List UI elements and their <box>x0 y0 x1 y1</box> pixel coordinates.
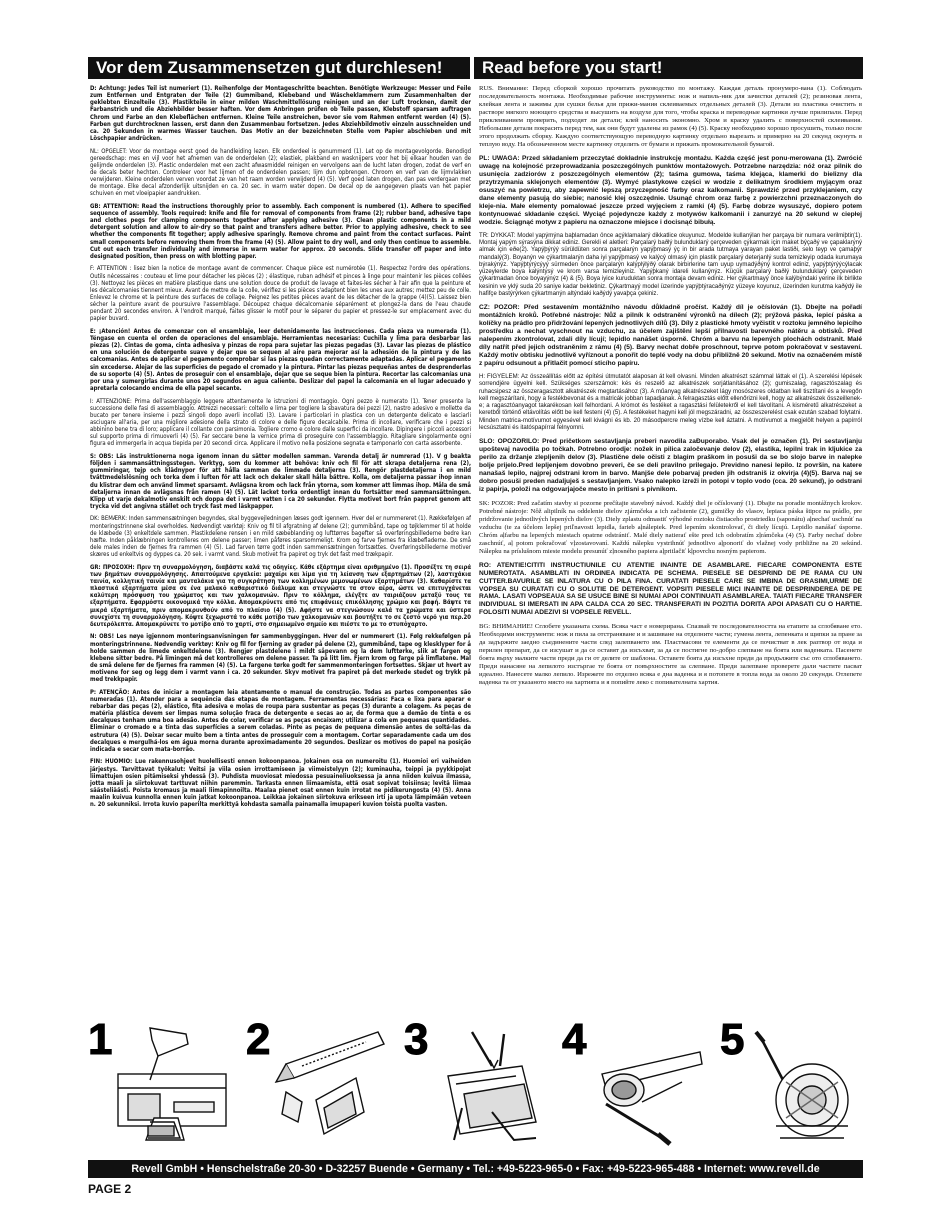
instruction-paragraph-tr: TR: DYKKAT: Model yapýmýna baþlamadan önce açýklamalarý dikkatlice okuyunuz. Modelde kullanýlan her parçaya bir numara verilmiþtir(1). Montaj yapým sýrasýna dikkat ediniz. Gerekli el aletleri: Parçalarý baðlý bulunduklarý çerçeveden çýkarmak için maket býçaðý ve çapaklarýný almak için eðe(2). Yapýþýrýý sürüldüten sonra parçalarýn yapýþmasý ýç in bir arada tutmaya yarayan paket lastiði, selo teyp ve çamaþýr mandalý(3). Boyanýn ve çýkartmalarýn daha iyi yapýþmasý ve kalýcý olmasý için plastik parçalarý deterjanlý suda temizleyip odada kurumaya býrakýnýz. Yapýþtýrýcýyý sürmeden önce parçalarýn kalýplýlýðý olarak birbirlerine tam uyup uymadýðýný kontrol ediniz, yapýþtýrýýcýlacak yüzeylerde boya kalýntýsý ve krom varsa temizleyiniz. Yapýþkaný idareli kullanýnýz. Küçük parçalarý baðlý bulunduklarý çerçeveden çýkartmadan önce boyayýnýz (4) & (5). Boya iyice kuruduktan sonra montaja devam ediniz. Her çýkartmayý önce kalýbýndaki yerine ilk birlikte kesinin ve yklý suda 20 saniye kadar bekletiniz. Çýkartmayý model üzerinde yapýþtýracaðýnýz yüzeye koyunuz, üzerinden kurutma kaðýdý ile hafifçe bastýrýrken çýkartmanýn altýndaki kaðýdý yavaþça çekiniz. <box>479 232 862 297</box>
step-number: 2 <box>246 1015 271 1064</box>
instructions-right-column <box>479 85 862 915</box>
step-number: 3 <box>404 1015 429 1064</box>
instruction-paragraph-h: H: FIGYELEM: Az összeállítás előtt az építési útmutatót alaposan át kell olvasni. Minden alkatrészt számmal láttak el (1). A szerelési lépések sorrendjére ügyelni kell. Szükséges szerszámok: kés és reszelő az alkatrészek sorjátlanításához (2); gumiszalag, ragasztószalag és ruhacsipesz az összeragasztott alkatrészek megtartásához (3). A műanyag alkatrészeket lágy mosószeres oldatban kell tisztítani és a levegőn kell megszárítani, hogy a festékbevonat és a matricák jobban tapadjanak. A felragasztás előtt ellenőrizni kell, hogy az alkatrészek összeillenek-e; a ragasztóanyagot takarékosan kell felhordani. A krómot és festéket a ragasztási felületekről el kell távolítani. A kisméretű alkatrészeket a keretből történő eltávolítás előtt be kell festeni (4) (5). A festékeket hagyni kell jól megszáradni, az összeszerelést csak ezután szabad folytatni. Minden matrica-motívumot egyesével kell kivágni és kb. 20 másodpercre meleg vízbe kell áztatni. A motívumot a megjelölt helyen a papírról lecsúsztatni és itatóspapírral felnyomni. <box>479 374 862 431</box>
step-5 <box>720 1015 860 1150</box>
step-number: 5 <box>720 1015 745 1064</box>
instruction-paragraph-gb: GB: ATTENTION: Read the instructions thoroughly prior to assembly. Each component is numbered (1). Adhere to specified sequence of assembly. Tools required: knife and file for removal of components from frame (2); rubber band, adhesive tape and clothes pegs for clamping components together after applying adhesive (3). Clean plastic components in a mild detergent solution and allow to air-dry so that paint and transfers adhere better. Prior to applying adhesive, check to see whether the components fit together; apply adhesive sparingly. Remove chrome and paint from the contact surfaces. Paint small components before removing them from the frame (4) (5). Allow paint to dry well, and only then continue to assemble. Cut out each transfer individually and immerse in warm water for approx. 20 seconds. Slide transfer off paper and into designated position, then press on with blotting paper. <box>90 202 471 260</box>
instruction-paragraph-s: S: OBS: Läs instruktionerna noga igenom innan du sätter modellen samman. Varenda detalj är numrerad (1). V g beakta följden i sammansättningsstegen. Verktyg, som du kommer att behöva: kniv och fil för att skrapa detaljerna rena (2), gummiringar, tejp och klädnypor för att hålla samman de limmade detaljerna (3). Rengör plastdetaljerna i en mild tvättmedelslösning och torka dem i luften för att lack och dekaler skall hålla bättre. Kolla, om detaljerna passar ihop innan du klistrar dem och använd limmet sparsamt. Avlägsna krom och lack från ytorna, som kommer att limmas ihop. Måla de små detaljerna innan de avlägsnas från ramen (4) (5). Lät lacket torka ordentligt innan du fortsätter med sammansättningen. Klipp ut varje dekalmotiv enskilt och doppa det i varmt vatten i ca 20 sekunder. Flytta motivet bort från pappret genom att trycka vid det angivna stället och tryck fast med läskpapper. <box>90 452 471 510</box>
company-contact-footer: Revell GmbH • Henschelstraße 20-30 • D-32257 Buende • Germany • Tel.: +49-5223-965-0 • Fax: +49-5223-965-488 • Internet: www.revell.de <box>88 1160 863 1178</box>
instruction-paragraph-fin: FIN: HUOMIO: Lue rakennusohjeet huolellisesti ennen kokoonpanoa. Jokainen osa on numeroitu (1). Huomioi eri vaiheiden järjestys. Tarvittavat työkalut: Veitsi ja viila osien irrottamiseen ja viimeistelyyn (2); kuminauha, teippi ja pyykkipojat liimattujen osien pitämiseksi yhdessä (3). Puhdista muoviosat miedossa pesuaineliuoksessa ja anna niiden kuivua ilmassa, jotta maali ja siirtokuvat tarttuvat niihin paremmin. Tarkasta ennen liimaamista, että osat sopivat toisiinsa; levitä liimaa säästeliäästi. Poista kromaus ja maali liimapinnoilta. Maalaa pienet osat ennen kuin irrotat ne pidikerungosta (4) (5). Anna maalin kuivua kunnolla ennen kuin jatkat kokoonpanoa. Leikkaa jokainen siirtokuva erikseen irti ja upota lämpimään veteen n. 20 sekunniksi. Irrota kuvio paperilta merkittyä kohdasta samalla painamalla imupaperi kuvion toista puolta vasten. <box>90 758 471 809</box>
step-3 <box>404 1015 544 1150</box>
step-4 <box>562 1015 702 1150</box>
decal-application-icon <box>720 1022 870 1150</box>
step-number: 4 <box>562 1015 587 1064</box>
header-title-german: Vor dem Zusammensetzen gut durchlesen! <box>88 57 470 79</box>
instructions-left-column <box>90 85 471 911</box>
instruction-paragraph-dk: DK: BEMÆRK: Inden sammensætningen begyndes, skal byggevejledningen læses godt igennem. Hver del er nummereret (1). Rækkefølgen af monteringstrinnene skal overholdes. Nødvendigt værktøj: Kniv og fil til afgratning af delene (2); gummibånd, tape og tøjklemmer til at holde de klæbede (3) enkeltdele sammen. Plastikdelene rensen i en mild sæbeblanding og lufttørres bagefter så overføringsbillederne bedre kan hæfte. Inden påklæbningen kontrolleres om delene passer; limen påføres sparsommeligt. Krom og farve fjernes fra klæbefladerne. De små dele males inden de fjernes fra rammen (4) (5). Lad farven tørre godt inden sammensætningen fortsættes. Overføringsbillederne motiver skæres ud enkeltvis og dyppes ca. 20 sek. i varmt vand. Skub motivet fra papiret og tryk det fast med trækpapir. <box>90 515 471 559</box>
assembly-steps <box>88 1015 864 1152</box>
instruction-paragraph-e: E: ¡Atención! Antes de comenzar con el ensamblaje, leer detenidamente las instrucciones. Cada pieza va numerada (1). Téngase en cuenta el orden de operaciones del ensamblaje. Herramientas necesarias: Cuchilla y lima para desbarbar las piezas (2). Cintas de goma, cinta adhesiva y pinzas de ropa para sujetar las piezas pegadas (3). Lavar las piezas de plástico en una solución de detergente suave y dejar que se sequen al aire para mejorar así la adhesión de la pintura y de las calcomanías. Antes de aplicar el pegamento comprobar si las piezas quedan correctamente adaptadas. Aplicar el pegamento sin excederse. Alejar de las superficies de pegado el cromado y la pintura. Pintar las piezas pequeñas antes de desprenderlas de su soporte (4) (5). Antes de proseguir con el ensamblaje, dejar que se seque bien la pintura. Recortar las calcomanías una por una y sumergirlas durante unos 20 segundos en agua caliente. Deslizar del papel la calcomanía en el lugar adecuado y apretarla colocando encima de ella papel secante. <box>90 327 471 393</box>
instruction-paragraph-ro: RO: ATENTIE!CITITI INSTRUCTIUNILE CU ATENTIE INAINTE DE ASAMBLARE. FIECARE COMPONENTA ESTE NUMEROTATA. ASAMBLATI IN ORDINEA INDICATA PE SCHEMA. PIESELE SE DESPRIND DE PE RAMA CU UN CUTTER.BAVURILE SE INLATURA CU O PILA FINA. CURATATI PIESELE CARE SE IMBINA DE GRASIMI,URME DE VOPSEA SU CURATATI CU O SOLUTIE DE DETERGENT. VOPSITI PIESELE MICI INAINTE DE DESPRINDEREA DE PE RAMA. LASATI VOPSEAUA SA SE USUCE BINE SI NUMAI APOI CONTINUATI ASAMBLAREA. TAIATI FIECARE TRANSFER INDIVIDUAL SI IMERSATI IN APA CALDA CCA 20 SEC. TRANSFERATI IN POZITIA DORITA APOI APASATI CU O HARTIE. FOLOSITI NUMAI ADEZIVI SI VOPSELE REVELL. <box>479 562 862 616</box>
clamped-glued-parts-icon <box>404 1022 554 1150</box>
instruction-paragraph-cz: CZ: POZOR: Před sestavením montážního návodu důkladně pročíst. Každý díl je očíslován (1). Dbejte na pořadí montážních kroků. Potřebné nástroje: Nůž a pilník k odstranění výronků na dílech (2); prýžová páska, lepicí páska a kolíčky na prádlo pro přidržování lepených jednotlivých dílů (3). Díly z plastické hmoty vyčistit v roztoku jemného lepicího prostředku a nechat vyschnout na vzduchu, za účelem zajištění lepší přilnavosti barevného nátěru a obtisků. Před nalepením zkontrolovat, zdali díly lícují; lepidlo nanášet úsporně. Chróm a barvu na lepených plochách odstranit. Malé díly natřít před jejich odstraněním z rámu (4) (5). Barvy nechat dobře proschnout, teprve potom pokračovat v sestavení. Každý motiv obtisku jednotlivě vyříznout a ponořit do teplé vody na dobu přibližně 20 sekund. Motiv na označeném místě z papíru odsunout a přitlačit pomocí sticího papíru. <box>479 304 862 368</box>
step-2 <box>246 1015 386 1150</box>
step-number: 1 <box>88 1015 113 1064</box>
instruction-paragraph-pl: PL: UWAGA: Przed składaniem przeczytać dokładnie instrukcję montażu. Każda część jest ponu-merowana (1). Zwrócić uwagę na kolejność przeprowadzania poszczególnych punktów montażowych. Potrzebne narzędzia: nóż oraz pilnik do usunięcia zadziorów z poszczególnych elementów (2); taśma gumowa, taśma klejąca, klamerki do bielizny dla przytrzymania sklejonych elementów (3). Wymyć plastykowe części w wodzie z delikatnym środkiem myjącym oraz osuszyć na powietrzu, aby zapewnić lepszą przyczepność farby oraz kalkomanii. Sprawdzić przed przyklejaniem, czy dane elementy pasują do siebie; nanosić klej oszczędnie. Usunąć chrom oraz farbę z powierzchni przeznaczonych do kleje-nia. Małe elementy pomalować jeszcze przed wyjęciem z ramki (4) (5). Farbę dobrze wysuszyć, dopiero potem kontynuować składanie części. Wyciąć pojedyncze każdy z motywów kalkomanii i zanurzyć na 20 sekund w ciepłej wodzie. Ściągnąć motyw z papieru na oznaczone miejsce i docisnąć bibułą. <box>479 154 862 226</box>
step-1 <box>88 1015 228 1150</box>
knife-cutting-part-icon <box>88 1022 228 1150</box>
instruction-paragraph-n: N: OBS! Les nøye igjennom monteringsanvisningen før sammenbyggingen. Hver del er nummerert (1). Følg rekkefølgen på monteringstrinnene. Nødvendig verktøy: Kniv og fil for fjerning av grader på delene (2), gummibånd, tape og klesklyper for å holde sammen de limede enkeltdelene (3). Rengjør plastdelene i mildt såpevann og la dem lufttørke, slik at fargen og klebene sitter bedre. På limingen må det kontrolleres om delene passer. Ta på litt lim. Fjern krom og farge på limflatene. Mal de små delene før de fjernes fra rammen (4) (5). La fargene tørke godt før sammenmonteringen fortsettes. Skjær ut hvert av motivene for seg og legg dem i varmt vann i ca. 20 sekunder. Skyv motivet fra papiret på det merkede stedet og trykk på med trekkpapir. <box>90 633 471 684</box>
instruction-paragraph-slo: SLO: OPOZORILO: Pred pričetkom sestavljanja preberi navodila zaĐuporabo. Vsak del je označen (1). Pri sestavljanju upoštevaj navodila po točkah. Potrebno orodje: nožek in pilica zaločevanje delov (2), elastika, lepilni trak in kljukice za perilo za držanje zlepljenih delov (3). Plastične dele očisti z blagim praškom in posuši da se bo slojo barve in nalepke bolje prijelo.Pred lepljenjem dovobno preveri, če se deli pravilno prilegajo. Previdno nanesi lepilo. Iz površin, na katere nanašaš lepilo, najprej odstrani krom in barvo. Manjše dele pobarvaj preden jih odstraniš iz okvirja (4)(5). Barva naj se dobro posuši preden nadaljuješ s sestavljanjem. Vsako nalepko izreži in potopi v toplo vodo (cca. 20 sekund), jo odstrani iz papirja, položi na odgovarjajoče mesto in pritisni s pivnikom. <box>479 438 862 494</box>
instruction-paragraph-d: D: Achtung: Jedes Teil ist numeriert (1). Reihenfolge der Montageschritte beachten. Benötigte Werkzeuge: Messer und Feile zum Entfernen und Entgraten der Teile (2) Gummiband, Klebeband und Wäscheklammern zum Zusammenhalten der geklebten Einzelteile (3). Plastikteile in einer milden Waschmittellösung reinigen und an der Luft trocknen, damit der Farbanstrich und die Abziehbilder besser haften. Vor dem Anbringen prüfen ob Teile passen, Klebstoff sparsam auftragen Chrom und Farbe an den Klebeflächen entfernen. Kleine Teile anstreichen, bevor sie vom Rahmen entfernt werden (4) (5). Farben gut durchtrocknen lassen, erst dann den Zusammenbau fortsetzen. Jedes Abziehbildmotiv einzeln ausschneiden und ca. 20 Sekunden in warmes Wasser tauchen. Das Motiv an der bezeichneten Stelle vom Papier abschieben und mit Löschpapier andrücken. <box>90 85 471 142</box>
instruction-paragraph-gr: GR: ΠΡΟΣΟΧΗ: Πριν τη συναρμολόγηση, διαβάστε καλά τις οδηγίες. Κάθε εξάρτημα είναι αριθμημένο (1). Προσέξτε τη σειρά των βημάτων συναρμολόγησης. Απαιτούμενα εργαλεία: μαχαίρι και λίμα για τη λείανση των εξαρτημάτων (2), λαστιχάκια ταινία, κολλητική ταινία και μανταλάκια για τη συγκράτηση των κολλημένων μεμονωμένων εξαρτημάτων (3). Καθαρίστε τα πλαστικά εξαρτήματα μέσα σε ένα μαλακό καθαριστικό διάλυμα και στεγνώστε τα στον αέρα, ώστε να επιτυγχάνεται καλύτερη πρόσφυση του χρώματος και των χαλκομανιών. Πριν το κόλλημα, ελέγξτε αν ταιριάζουν μεταξύ τους τα εξαρτήματα. Εφαρμόστε οικονομικά την κόλλα. Απομακρύνετε από τις επιφάνειες επικόλλησης χρώμιο και βαφή. Βάψτε τα μικρά εξαρτήματα, πριν απομακρυνθούν από το πλαίσιο (4) (5). Αφήστε να στεγνώσουν καλά τα χρώματα και ύστερα συνεχίστε τη συναρμολόγηση. Κόψτε ξεχωριστά το κάθε μοτίβο των χαλκομανιών και βουτήξτε το σε ζεστό νερό για περ.20 δευτερόλεπτα. Απομακρύνετε το μοτίβο από το χαρτί, στο σημειωμένο σημείο και πιέστε το με το στυπόχαρτο. <box>90 563 471 628</box>
instruction-paragraph-f: F: ATTENTION : lisez bien la notice de montage avant de commencer. Chaque pièce est numérotée (1). Respectez l'ordre des opérations. Outils nécessaires : couteau et lime pour détacher les pièces (2) ; élastique, ruban adhésif et pinces à linge pour maintenir les pièces collées (3). Nettoyez les pièces en matière plastique dans une solution douce de produit de lavage et faites-les sécher à l'air afin que la peinture et les décalcomanies tiennent mieux. Avant de mettre de la colle, vérifiez si les pièces s'adaptent bien les unes aux autres; mettez peu de colle. Enlevez le chrome et la peinture des surfaces de collage. Peignez les petites pièces avant de les détacher de la grappe (4)(5). Laissez bien sécher la peinture avant de poursuivre l'assemblage. Découpez chaque décalcomanie séparément et plongez-la dans de l'eau chaude pendant 20 secondes environ. À l'endroit marqué, faites glisser le motif pour le séparer du papier et pressez-le sur emplacement avec du papier buvard. <box>90 265 471 323</box>
instruction-paragraph-nl: NL: OPGELET: Voor de montage eerst goed de handleiding lezen. Elk onderdeel is genummerd (1). Let op de montagevolgorde. Benodigd gereedschap: mes en vijl voor het afnemen van de onderdelen (2); elastiek, plakband en wasknijpers voor het bij elkaar houden van de gelijmde onderdelen (3). Plastic onderdelen met een zacht afwasmiddel reinigen en vervolgens aan de lucht laten drogen, zodat de verf en de decals beter hechten. Controleer voor het lijmen of de onderdelen passen; lijm dun opbrengen. Chroom en verf van de lijmvlakken verwijderen. Kleine onderdelen verven voordat ze van het raam worden verwijderd (4) (5). Verf goed laten drogen, dan pas verdergaan met de montage. Elke decal afzonderlijk uitsnijden en ca. 20 sec. in warm water dopen. De decal op de aangegeven plaats van het papier schuiven en met vloeipapier aandrukken. <box>90 147 471 198</box>
instruction-paragraph-p: P: ATENÇÃO: Antes de iniciar a montagem leia atentamente o manual de construção. Todas as partes componentes são numeradas (1). Atender para a sequência das etapas de montagem. Ferramentas necessárias: Faca e lixa para aparar e rebarbar das peças (2), elástico, fita adesiva e molas de roupa para sustentar as peças (3) durante a colagem. As peças de matéria plástica devem ser limpas numa solução fraca de detergente e secas ao ar, de forma que a demão de tinta e os decalques tenham uma boa adesão. Antes de colar, verificar se as peças encaixam; utilizar a cola em pequenas quantidades. Eliminar o cromado e a tinta das superfícies a serem coladas. Pinte as peças de pequena dimensão antes de soltá-las da estrutura (4) (5). Deixar secar muito bem a tinta antes de prosseguir com a montagem. Cortar separadamente cada um dos decalques e mergulhá-los em água morna durante aproximadamente 20 segundos. Deslizar os motivos do papel na posição indicada e secar com mata-borrão. <box>90 688 471 753</box>
instruction-paragraph-sk: SK: POZOR: Pred začatím stavby si pozorne prečítajte stavebný návod. Každý diel je očíslovaný (1). Dbajte na poradie montážnych krokov. Potrebné nástroje: Nôž alipilník na oddelenie dielov zjármčeka a ich začistenie (2), gumičky do vlasov, lepiaca páska štipce na prádlo, pre pridržovanie jednotlivých lepených dielov (3). Diely zplastu odmastiť výhodné roztoku čistiaceho prostriedku (saponátu) aļnechať uschnúť na vzduchu (te za účelom lepšej priľnavosti lepidla, farieb aļnálepiek. Pred lepením skontrolovať, či diely lícujú. Lepidlo nanášať úsporne. Chróm aļfarbu na lepených miestach opatrne odstrániť. Malé diely natierať ešte pred ich odobratím zļrámčeka (4) (5). Farby nechať dobre zaschnúť, aļ potom pokračovať vļzostavovaní. Každú nálepku vystrihnúť jednotlivo aļponoriť do vlažnej vody približne na 20 sekúnd. Nálepku na príslušnom mieste modelu presunúť zļnosného papiera aļpritlačiť kļpovrchu nosným papierom. <box>479 500 862 556</box>
instruction-paragraph-bg: BG: ВНИМАНИЕ! Сглобете указаната схема. Всяка част е номерирана. Спазвай те последователността на етапите за сглобяване ето. Необходими инструменти: нож и пила за отстраняване и и зашиване на отделните части; гумена лента, лепенката и щипки за пране за да задържите заедно съединените части след залепването им. Пластмасови те елементи да се почистват в лек разтвор от вода и перилен препарат, да се изсушат и да се оставят да изсъхват, за да се постигне по-добро слепване на боята или ваденката. Пасенете боята върху малките части преди да ги от делите от шаблона. Оставете боята да изсъхне преди да продължите със ото сглобяването. Преди нанасяне на лепилото изстъргае те боята от повърхностите за слепване. Преди залепване проверете дали частите пасват идеално. Нанесете малко лепило. Изрежете по отделно всяка е дна ваденка и я потопете в топла вода за около 20 секунди. Отлепете ваденка та от указаното място на хартията и я попийте леко с попивателната хартия. <box>479 622 862 686</box>
header-title-english: Read before you start! <box>474 57 863 79</box>
brush-painting-sprue-icon <box>562 1022 712 1150</box>
page-number-label: PAGE 2 <box>88 1182 132 1196</box>
instruction-paragraph-rus: RUS. Внимание: Перед сборкой хорошо прочитать руководство по монтажу. Каждая деталь пронумеро-вана (1). Соблюдать последовательность монтажа. Необходимые рабочие инструменты: нож и напиль-ник для зачистки деталей (2); резиновая лента, клейкая лента и зажимы для сушки белья для прижи-мания склеиваемых отдельных деталей (3). Детали из пластика очистить в растворе мягкого моющего средства и высушить на воздухе для того, чтобы краска и переводные картинки лучше прилипали. Перед приклеиванием проверить, подходят ли детали; клей наносить экономно. Хром и краску удалить с поверхностей склеивания. Небольшие детали покрасить перед тем, как они будут удалены из рамок (4) (5). Краску необходимо хорошо просушить, только после этого продолжать сборку. Каждую соответствующую переводную картинку отдельно вырезать и примерно на 20 секунд окунуть в теплую воду. На обозначенном месте картинку отделить от бумаги и прижать промокательной бумагой. <box>479 85 862 148</box>
file-deburring-part-icon <box>246 1022 396 1150</box>
instruction-paragraph-i: I: ATTENZIONE: Prima dell'assemblaggio leggere attentamente le istruzioni di montaggio. Ogni pezzo è numerato (1). Tener presente la successione delle fasi di assemblaggio. Attrezzi necessari: coltello e lima per togliere la sbavatura dei pezzi (2), nastro adesivo e mollette da bucato per tenere insieme i pezzi singoli dopo averli incollati (3). Lavare i particolari in plastica con un detergente delicato e lasciarli asciugare all'aria, per una migliore adesione della strato di colore e delle figure decalcabile. Prima di incollare, verificare che i pezzi si abbinino bene tra di loro; applicare il collante con parsimonia. Togliere cromo e colore dalle superfici da incollare. Dipingere i piccoli accessori sul supporto prima di rimuoverli (4) (5). Far seccare bene la vernice prima di proseguire con l'assemblaggio. Ritagliare singolarmente ogni figura ed immergerla in acqua tiepida per 20 secondi circa. Applicare il motivo nella posizione segnata e tamponarlo con carta assorbente. <box>90 397 471 448</box>
